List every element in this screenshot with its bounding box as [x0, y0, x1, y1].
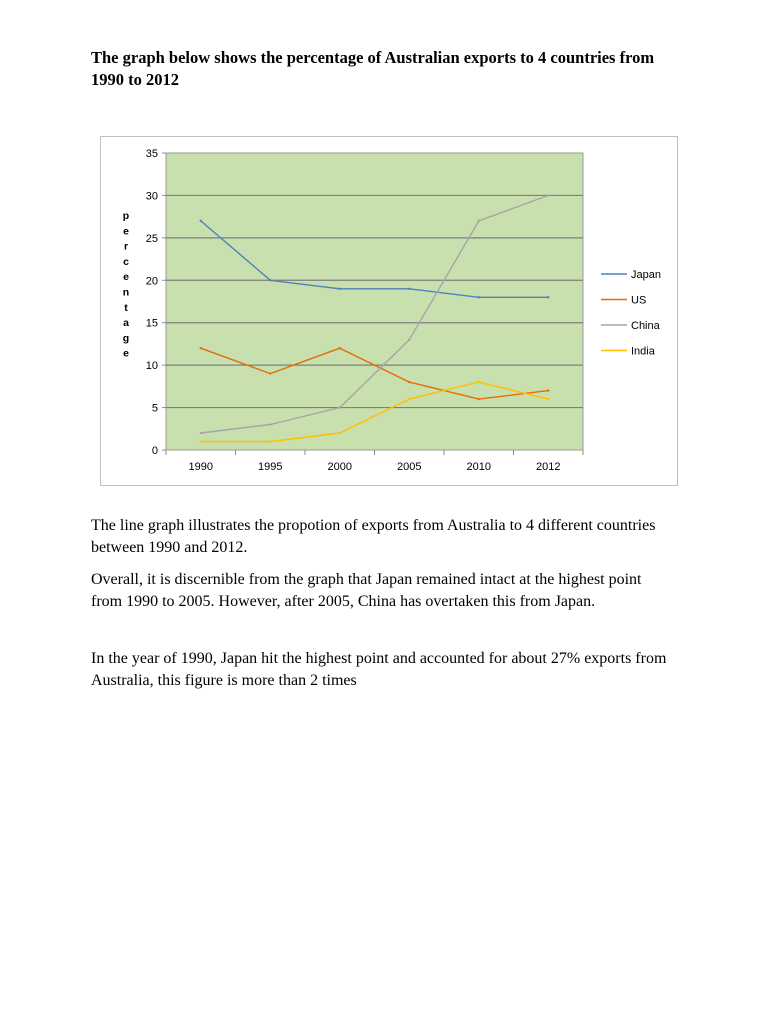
data-point-china	[200, 432, 202, 434]
data-point-japan	[339, 288, 341, 290]
data-point-china	[478, 220, 480, 222]
x-tick-label: 2000	[327, 461, 352, 473]
data-point-china	[269, 423, 271, 425]
x-tick-label: 2010	[466, 461, 491, 473]
y-axis-label-letter: e	[123, 347, 129, 360]
y-tick-label: 0	[151, 445, 158, 457]
legend	[601, 269, 661, 358]
legend-label: India	[631, 345, 655, 358]
paragraph-1: The line graph illustrates the propotion of exports from Australia to 4 different countries between 1990 and 2012.	[91, 517, 656, 556]
y-tick-label: 15	[145, 317, 158, 330]
y-tick-label: 25	[145, 232, 158, 245]
y-axis-label-letter: c	[123, 255, 129, 268]
y-axis-label-letter: e	[123, 271, 129, 284]
document-heading: The graph below shows the percentage of Australian exports to 4 countries from 1990 to 2012	[91, 48, 655, 89]
y-axis-label-letter: n	[122, 286, 130, 299]
data-point-us	[547, 389, 549, 391]
paragraph-2: Overall, it is discernible from the graph that Japan remained intact at the highest point from 1990 to 2005. However, after 2005, China has overtaken this from Japan.	[91, 571, 642, 610]
y-tick-label: 30	[145, 190, 158, 203]
data-point-japan	[478, 296, 480, 298]
x-tick-label: 1990	[188, 461, 213, 473]
x-tick-label: 2012	[536, 461, 561, 473]
paragraph-3: In the year of 1990, Japan hit the highest point and accounted for about 27% exports from Australia, this figure is more than 2 times	[91, 650, 667, 689]
data-point-japan	[200, 220, 202, 222]
data-point-japan	[547, 296, 549, 298]
data-point-us	[408, 381, 410, 383]
data-point-us	[339, 347, 341, 349]
legend-label: US	[631, 294, 647, 307]
data-point-us	[269, 372, 271, 374]
y-axis-label	[123, 210, 129, 360]
y-axis-label-letter: e	[123, 225, 129, 238]
data-point-india	[339, 432, 341, 434]
legend-label: Japan	[631, 269, 661, 281]
data-point-india	[269, 440, 271, 442]
y-axis-label-letter: t	[124, 301, 128, 314]
data-point-japan	[408, 288, 410, 290]
data-point-us	[200, 347, 202, 349]
y-tick-label: 20	[145, 275, 158, 288]
data-point-china	[339, 406, 341, 408]
y-tick-labels	[146, 148, 166, 457]
x-tick-labels	[166, 450, 583, 473]
x-tick-label: 2005	[397, 461, 422, 473]
y-axis-label-letter: a	[123, 317, 129, 330]
y-axis-label-letter: g	[122, 332, 130, 345]
data-point-china	[408, 338, 410, 340]
y-axis-label-letter: r	[123, 240, 129, 253]
chart-figure	[100, 136, 678, 486]
data-point-japan	[269, 279, 271, 281]
data-point-india	[408, 398, 410, 400]
y-tick-label: 10	[145, 360, 158, 373]
y-axis-label-letter: p	[122, 210, 130, 222]
x-tick-label: 1995	[258, 461, 283, 473]
y-tick-label: 5	[151, 402, 158, 415]
legend-label: China	[631, 320, 660, 332]
data-point-india	[547, 398, 549, 400]
data-point-us	[478, 398, 480, 400]
data-point-india	[200, 440, 202, 442]
y-tick-label: 35	[145, 148, 158, 160]
data-point-china	[547, 194, 549, 196]
data-point-india	[478, 381, 480, 383]
plot-area	[166, 153, 583, 450]
line-chart	[101, 137, 677, 485]
